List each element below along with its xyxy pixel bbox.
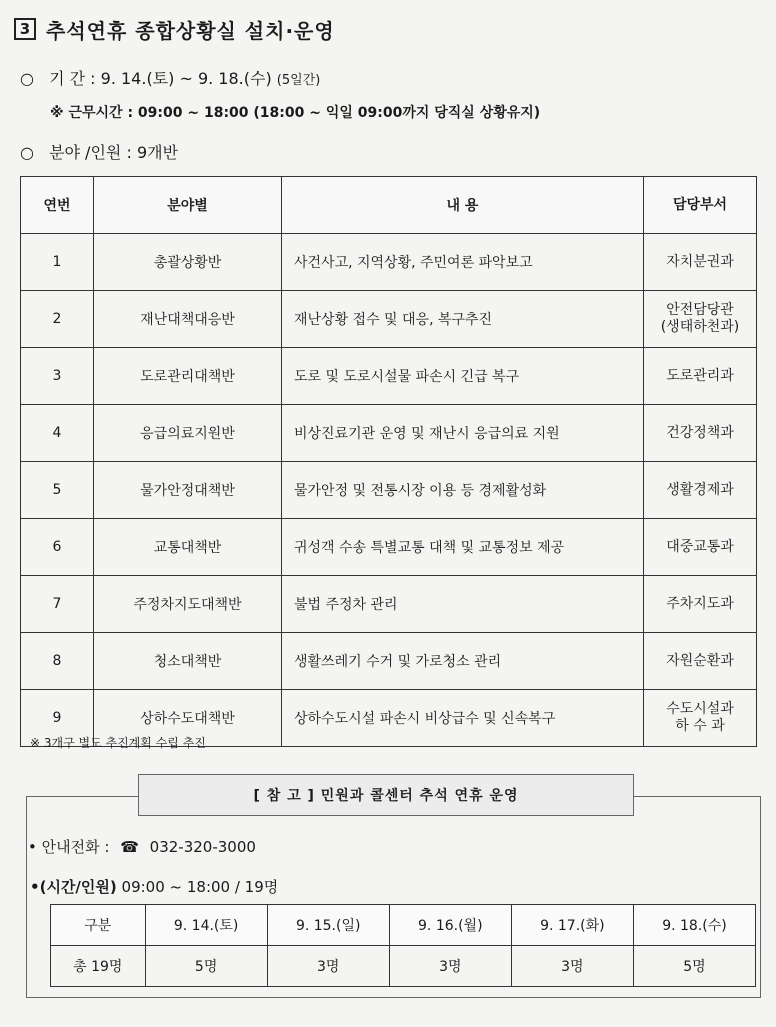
row-dept xyxy=(644,690,757,747)
row-content: 불법 주정차 관리 xyxy=(282,576,644,633)
circle-bullet-icon: ○ xyxy=(20,69,34,88)
row-dept xyxy=(644,519,757,576)
table-cell: 9. 16.(월) xyxy=(389,905,511,946)
dept-name: 대중교통과 xyxy=(666,538,734,555)
phone-icon: ☎ xyxy=(120,838,139,856)
table-row xyxy=(21,234,757,291)
period-label: 기 간 : xyxy=(49,69,96,88)
table-header-row xyxy=(51,905,756,946)
row-dept xyxy=(644,405,757,462)
period-line xyxy=(20,66,320,89)
dept-name-sub: (생태하천과) xyxy=(660,319,740,335)
row-no: 5 xyxy=(21,462,94,519)
footnote: ※ 3개구 별도 추진계획 수립 추진 xyxy=(30,736,206,750)
row-no: 4 xyxy=(21,405,94,462)
row-no: 3 xyxy=(21,348,94,405)
row-no: 1 xyxy=(21,234,94,291)
duty-table xyxy=(20,176,757,747)
table-row xyxy=(21,576,757,633)
header-content: 내 용 xyxy=(282,177,644,234)
dept-name-sub: 하 수 과 xyxy=(675,718,725,734)
section-number: 3 xyxy=(14,18,36,40)
table-row xyxy=(21,462,757,519)
table-cell: 총 19명 xyxy=(51,946,146,987)
hours-label: •(시간/인원) xyxy=(30,878,117,896)
row-no: 7 xyxy=(21,576,94,633)
header-dept: 담당부서 xyxy=(644,177,757,234)
header-no: 연번 xyxy=(21,177,94,234)
table-cell: 3명 xyxy=(267,946,389,987)
period-days: (5일간) xyxy=(276,73,321,88)
section-heading xyxy=(14,14,335,44)
section-title: 추석연휴 종합상황실 설치·운영 xyxy=(46,18,335,43)
table-cell: 9. 18.(수) xyxy=(633,905,755,946)
row-dept xyxy=(644,291,757,348)
row-dept xyxy=(644,576,757,633)
row-no: 2 xyxy=(21,291,94,348)
row-content: 귀성객 수송 특별교통 대책 및 교통정보 제공 xyxy=(282,519,644,576)
circle-bullet-icon: ○ xyxy=(20,143,34,162)
row-field: 청소대책반 xyxy=(94,633,282,690)
row-field: 총괄상황반 xyxy=(94,234,282,291)
table-row xyxy=(51,946,756,987)
row-content: 도로 및 도로시설물 파손시 긴급 복구 xyxy=(282,348,644,405)
staff-value: 9개반 xyxy=(136,143,179,162)
dept-name: 생활경제과 xyxy=(666,481,734,498)
dept-name: 자원순환과 xyxy=(666,652,734,669)
row-content: 물가안정 및 전통시장 이용 등 경제활성화 xyxy=(282,462,644,519)
row-field: 물가안정대책반 xyxy=(94,462,282,519)
table-row xyxy=(21,633,757,690)
row-field: 응급의료지원반 xyxy=(94,405,282,462)
dept-name: 자치분권과 xyxy=(666,253,734,270)
row-no: 8 xyxy=(21,633,94,690)
table-cell: 구분 xyxy=(51,905,146,946)
row-field: 상하수도대책반 xyxy=(94,690,282,747)
header-field: 분야별 xyxy=(94,177,282,234)
dept-name: 수도시설과 xyxy=(666,701,734,718)
row-content: 비상진료기관 운영 및 재난시 응급의료 지원 xyxy=(282,405,644,462)
phone-label: • 안내전화 : xyxy=(28,838,110,856)
table-row xyxy=(21,291,757,348)
dept-name: 안전담당관 xyxy=(666,302,734,319)
row-no: 9 xyxy=(21,690,94,747)
hours-line xyxy=(30,876,278,897)
row-content: 생활쓰레기 수거 및 가로청소 관리 xyxy=(282,633,644,690)
row-content: 사건사고, 지역상황, 주민여론 파악보고 xyxy=(282,234,644,291)
row-content: 재난상황 접수 및 대응, 복구추진 xyxy=(282,291,644,348)
table-cell: 9. 14.(토) xyxy=(145,905,267,946)
period-value: 9. 14.(토) ~ 9. 18.(수) xyxy=(100,69,272,88)
table-cell: 5명 xyxy=(633,946,755,987)
staff-label: 분야 /인원 : xyxy=(49,143,132,162)
row-no: 6 xyxy=(21,519,94,576)
row-field: 교통대책반 xyxy=(94,519,282,576)
phone-number: 032-320-3000 xyxy=(149,838,256,856)
table-row xyxy=(21,519,757,576)
staff-line xyxy=(20,140,178,163)
row-field: 주정차지도대책반 xyxy=(94,576,282,633)
table-cell: 3명 xyxy=(511,946,633,987)
table-header-row xyxy=(21,177,757,234)
reference-title: [ 참 고 ] 민원과 콜센터 추석 연휴 운영 xyxy=(138,774,634,816)
row-dept xyxy=(644,633,757,690)
callcenter-table xyxy=(50,904,756,987)
phone-line xyxy=(28,836,256,857)
row-dept xyxy=(644,234,757,291)
row-dept xyxy=(644,348,757,405)
row-field: 도로관리대책반 xyxy=(94,348,282,405)
table-row xyxy=(21,348,757,405)
table-cell: 9. 15.(일) xyxy=(267,905,389,946)
table-cell: 3명 xyxy=(389,946,511,987)
hours-value: 09:00 ~ 18:00 / 19명 xyxy=(121,878,279,896)
row-content: 상하수도시설 파손시 비상급수 및 신속복구 xyxy=(282,690,644,747)
table-cell: 5명 xyxy=(145,946,267,987)
dept-name: 주차지도과 xyxy=(666,595,734,612)
dept-name: 건강정책과 xyxy=(666,424,734,441)
table-cell: 9. 17.(화) xyxy=(511,905,633,946)
work-hours-note: ※ 근무시간 : 09:00 ~ 18:00 (18:00 ~ 익일 09:00까지 당직실 상황유지) xyxy=(50,105,541,121)
row-field: 재난대책대응반 xyxy=(94,291,282,348)
row-dept xyxy=(644,462,757,519)
dept-name: 도로관리과 xyxy=(666,367,734,384)
table-row xyxy=(21,405,757,462)
